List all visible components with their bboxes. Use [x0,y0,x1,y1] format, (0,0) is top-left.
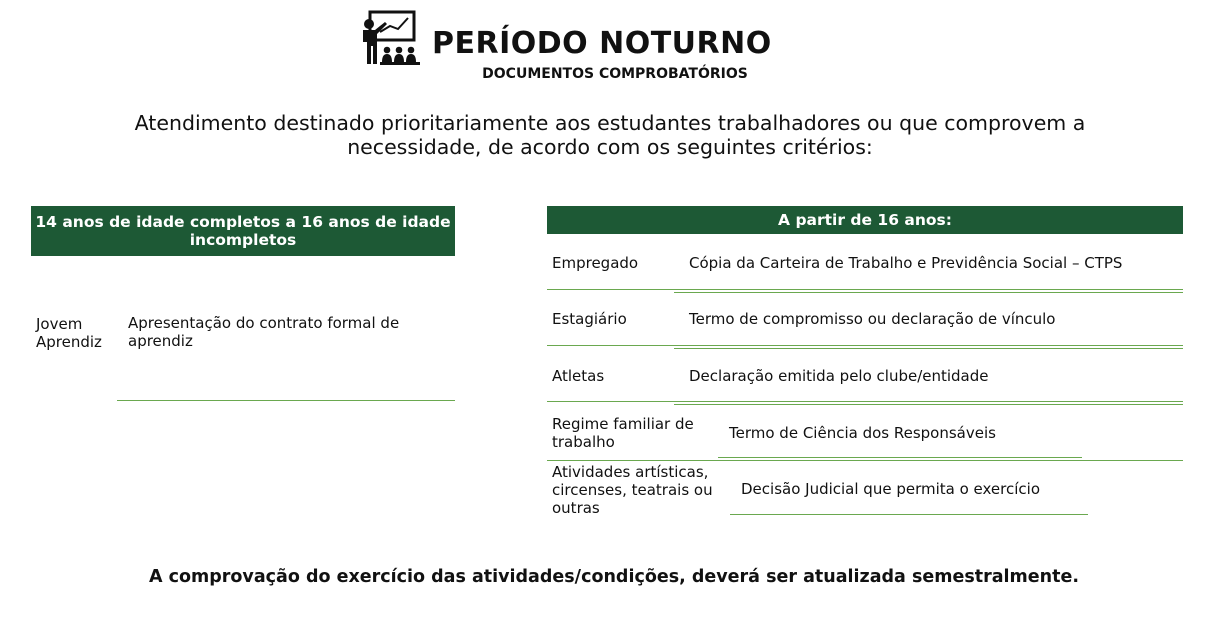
right-row-document: Cópia da Carteira de Trabalho e Previdência Social – CTPS [689,254,1123,272]
left-row-category: Jovem Aprendiz [36,315,102,351]
intro-text: Atendimento destinado prioritariamente aos estudantes trabalhadores ou que comprovem a necessidade, de acordo com os seguintes critérios: [134,111,1086,159]
right-row-document: Declaração emitida pelo clube/entidade [689,367,989,385]
row-divider [730,514,1088,515]
left-table-header: 14 anos de idade completos a 16 anos de idade incompletos [31,206,455,256]
right-row-document: Termo de Ciência dos Responsáveis [729,424,996,442]
right-row-document: Termo de compromisso ou declaração de vínculo [689,310,1056,328]
right-row-category: Estagiário [552,310,627,328]
right-row-category: Regime familiar de trabalho [552,415,694,451]
row-divider [674,292,1183,293]
row-divider [674,404,1183,405]
row-divider [547,345,1183,346]
page-subtitle: DOCUMENTOS COMPROBATÓRIOS [482,66,748,82]
right-row-document: Decisão Judicial que permita o exercício [741,480,1041,498]
row-divider [547,289,1183,290]
right-row-category: Atividades artísticas, circenses, teatrais ou outras [552,463,713,517]
footer-note: A comprovação do exercício das atividades/condições, deverá ser atualizada semestralmente. [148,567,1079,587]
page-title: PERÍODO NOTURNO [432,26,772,61]
left-row-document: Apresentação do contrato formal de aprendiz [128,314,400,350]
row-divider [547,460,1183,461]
row-divider [674,348,1183,349]
teacher-classroom-icon [360,10,424,66]
right-table-header: A partir de 16 anos: [547,206,1183,234]
right-row-category: Empregado [552,254,639,272]
left-row-divider [117,400,455,401]
right-row-category: Atletas [552,367,605,385]
row-divider [547,401,1183,402]
row-divider [718,457,1082,458]
